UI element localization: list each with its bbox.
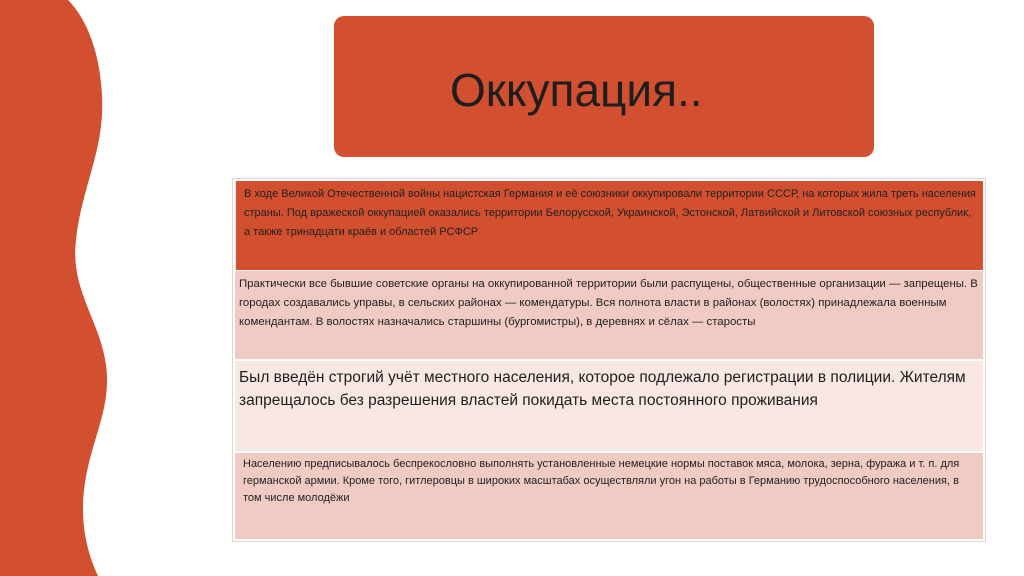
- table-row: [235, 453, 983, 539]
- row-text: В ходе Великой Отечественной войны нацистская Германия и её союзники оккупировали территории СССР, на которых жила треть населения страны. Под вражеской оккупацией оказались территории Белорусской, Украинской, Эстонской, Латвийской и Литовской союзных республик, а также тринадцати краёв и областей РСФСР: [244, 188, 976, 238]
- row-text: Был введён строгий учёт местного населения, которое подлежало регистрации в полиции. Жителям запрещалось без разрешения властей покидать места постоянного проживания: [239, 369, 966, 409]
- content-table: [232, 178, 986, 542]
- row-text: Населению предписывалось беспрекословно выполнять установленные немецкие нормы поставок мяса, молока, зерна, фуража и т. п. для германской армии. Кроме того, гитлеровцы в широких масштабах осуществляли угон на работы в Германию трудоспособного населения, в том числе молодёжи: [243, 458, 960, 504]
- slide-title: Оккупация..: [450, 64, 703, 116]
- table-row: [235, 361, 983, 451]
- row-text: Практически все бывшие советские органы на оккупированной территории были распущены, общественные организации — запрещены. В городах создавались управы, в сельских районах — комендатуры. Вся полнота власти в районах (волостях) принадлежала военным комендантам. В волостях назначались старшины (бургомистры), в деревнях и сёлах — старосты: [239, 278, 978, 328]
- table-row: [235, 181, 983, 270]
- table-row: [235, 271, 983, 359]
